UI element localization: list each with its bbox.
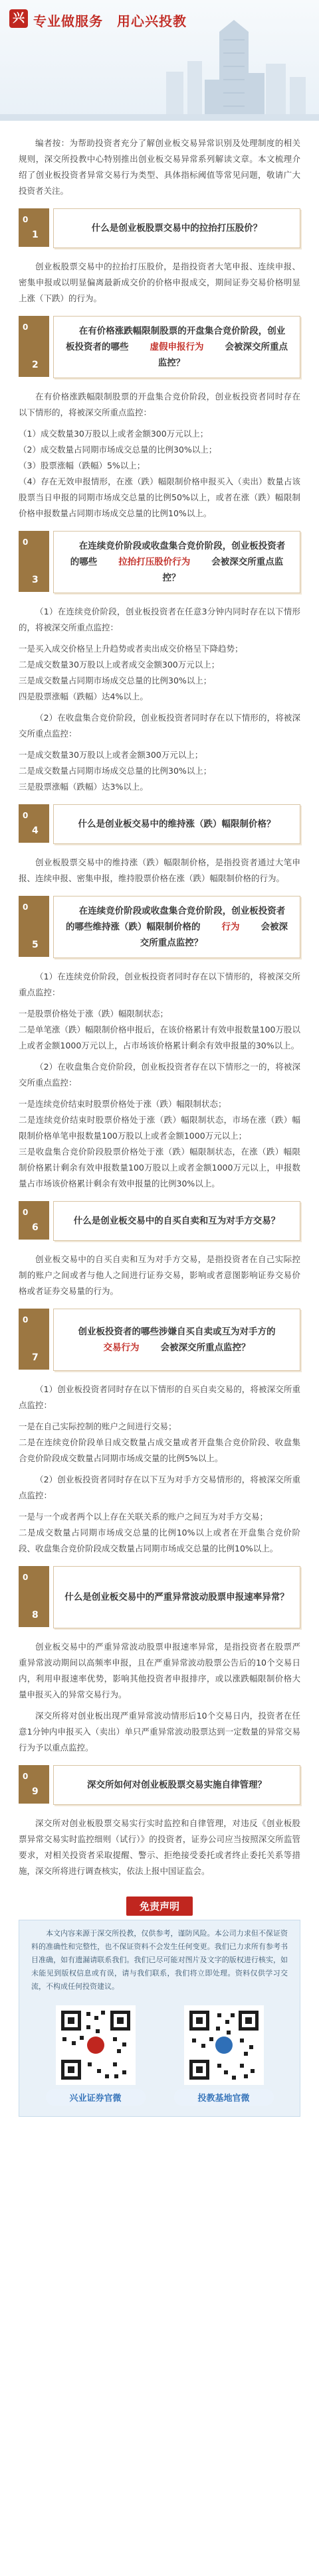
disclaimer-box (19, 1920, 300, 2117)
answer-paragraph: （1）创业板投资者同时存在以下情形的自买自卖交易的，将被深交所重点监控： (19, 1384, 300, 1410)
question-number-badge: 0 8 (19, 1566, 49, 1627)
answer-list-item: 二是成交数量30万股以上或者成交金额300万元以上； (19, 660, 220, 670)
answer-list-item: 二是单笔涨（跌）幅限制价格申报后，在该价格累计有效申报数量100万股以上或者金额1000万元以上，占市场该价格累计剩余有效申报量的30%以上。 (19, 1025, 300, 1050)
answer-paragraph: 创业板股票交易中的拉抬打压股价，是指投资者大笔申报、连续申报、密集申报或以明显偏离最新成交价的价格申报成交，期间证券交易价格明显上涨（下跌）的行为。 (19, 261, 300, 303)
qr-code-label: 投教基地官微 (174, 2089, 274, 2106)
disclaimer-section (19, 1896, 300, 2117)
answer-list-item: （4）存在无效申报情形，在涨（跌）幅限制价格申报买入（卖出）数量占该股票当日申报的同期市场成交总量的比例50%以上，或者在涨（跌）幅限制价格申报数量占同期市场成交总量的比例10%以上。 (19, 476, 300, 518)
answer-list-item: 一是股票价格处于涨（跌）幅限制状态； (19, 1009, 169, 1019)
answer-list-item: 三是成交数量占同期市场成交总量的比例30%以上； (19, 676, 212, 685)
question-text: 在连续竞价阶段或收盘集合竞价阶段，创业板投资者的哪些维持涨（跌）幅限制价格的 行为 会被深交所重点监控？ (66, 906, 288, 948)
answer-paragraph: 在有价格涨跌幅限制股票的开盘集合竞价阶段，创业板投资者同时存在以下情形的，将被深交所重点监控： (19, 392, 300, 417)
question-text: 什么是创业板交易中的自买自卖和互为对手方交易？ (73, 1216, 280, 1226)
question-card-2 (19, 316, 300, 377)
question-number-badge: 0 2 (19, 316, 49, 377)
qr-code-row (31, 2005, 288, 2106)
question-number-badge: 0 7 (19, 1309, 49, 1370)
question-text: 在有价格涨跌幅限制股票的开盘集合竞价阶段，创业板投资者的哪些 虚假申报行为 会被深交所重点监控？ (66, 326, 288, 368)
answer-paragraph: （1）在连续竞价阶段，创业板投资者在任意3分钟内同时存在以下情形的，将被深交所重点监控： (19, 607, 300, 632)
question-box (53, 208, 300, 248)
answer-list-item: 二是成交数量占同期市场成交总量的比例30%以上； (19, 766, 212, 776)
qr-code-icon[interactable] (184, 2005, 264, 2085)
answer-paragraph: （2）在收盘集合竞价阶段，创业板投资者同时存在以下情形的，将被深交所重点监控： (19, 713, 300, 739)
answer-paragraph: 创业板股票交易中的维持涨（跌）幅限制价格，是指投资者通过大笔申报、连续申报、密集申报，维持股票价格在涨（跌）幅限制价格的行为。 (19, 857, 300, 883)
answer-list-item: 一是连续竞价结束时股票价格处于涨（跌）幅限制状态； (19, 1099, 227, 1109)
question-number-badge: 0 1 (19, 208, 49, 247)
answer-list-item: 二是成交数量占同期市场成交总量的比例10%以上或者在开盘集合竞价阶段、收盘集合竞价阶段成交数量占同期市场成交总量的比例10%以上。 (19, 1528, 300, 1553)
question-card-5 (19, 896, 300, 957)
answer-list-item: 一是与一个或者两个以上存在关联关系的账户之间互为对手方交易； (19, 1512, 268, 1522)
disclaimer-title: 免责声明 (126, 1896, 193, 1916)
question-text: 在连续竞价阶段或收盘集合竞价阶段，创业板投资者的哪些 拉抬打压股价行为 会被深交所重点监控？ (70, 541, 286, 583)
question-box (53, 316, 300, 378)
question-card-8 (19, 1566, 300, 1627)
answer-paragraph: （2）在收盘集合竞价阶段，创业板投资者存在以下情形之一的，将被深交所重点监控： (19, 1062, 300, 1088)
answer-list-item: （1）成交数量30万股以上或者金额300万元以上； (19, 429, 209, 439)
question-card-7 (19, 1309, 300, 1370)
question-number-badge: 0 5 (19, 896, 49, 957)
answer-paragraph: （1）在连续竞价阶段，创业板投资者同时存在以下情形的，将被深交所重点监控： (19, 971, 300, 997)
question-text: 什么是创业板交易中的严重异常波动股票申报速率异常？ (64, 1592, 289, 1603)
brand-logo-icon: 兴 (9, 9, 28, 28)
disclaimer-text: 本文内容来源于深交所投教，仅供参考，谨防风险。本公司力求但不保证资料的准确性和完整性，也不保证资料不会发生任何变更。我们已力求所有参考书目准确，如有遗漏请联系我们。我们已尽可能对图片及文字的版权进行核实，如未能见到版权信息或有误，请与我们联系，我们将立即处理。资料仅供学习交流，不构成任何投资建议。 (31, 1929, 288, 1991)
answer-list-item: 二是连续竞价结束时股票价格处于涨（跌）幅限制状态，市场在涨（跌）幅限制价格单笔申报数量100万股以上或者金额1000万元以上； (19, 1115, 300, 1141)
answer-paragraph: 深交所将对创业板出现严重异常波动情形后10个交易日内，投资者在任意1分钟内申报买入（卖出）单只严重异常波动股票达到一定数量的异常交易行为予以重点监控。 (19, 1711, 300, 1753)
question-number-badge: 0 9 (19, 1765, 49, 1804)
answer-list-item: 一是在自己实际控制的账户之间进行交易； (19, 1421, 177, 1431)
article-content (0, 121, 319, 2117)
question-box (53, 1566, 300, 1628)
question-number-badge: 0 6 (19, 1201, 49, 1240)
answer-paragraph: 创业板交易中的严重异常波动股票申报速率异常，是指投资者在股票严重异常波动期间以高频率申报，且在严重异常波动股票公告后的10个交易日内，利用申报速率优势，影响其他投资者申报排序，或以涨跌幅限制价格大量申报买入的异常交易行为。 (19, 1642, 300, 1699)
question-card-4 (19, 804, 300, 843)
answer-paragraph: 深交所对创业板股票交易实行实时监控和自律管理，对违反《创业板股票异常交易实时监控细则（试行）》的投资者，证券公司应当按照深交所监管要求，对相关投资者采取提醒、警示、拒绝接受委托或者终止委托关系等措施，深交所将进行调查核实，依法上报中国证监会。 (19, 1818, 300, 1876)
question-box (53, 1201, 300, 1241)
answer-paragraph: 创业板交易中的自买自卖和互为对手方交易，是指投资者在自己实际控制的账户之间或者与他人之间进行证券交易，影响或者意图影响证券交易价格或者证券交易量的行为。 (19, 1254, 300, 1296)
answer-paragraph: （2）创业板投资者同时存在以下互为对手方交易情形的，将被深交所重点监控： (19, 1474, 300, 1500)
header-banner (0, 0, 319, 121)
answer-list-item: 三是收盘集合竞价阶段股票价格处于涨（跌）幅限制状态，在涨（跌）幅限制价格累计剩余有效申报数量100万股以上或者金额1000万元以上，申报数量占市场该价格累计剩余有效申报量的比例30%以上。 (19, 1147, 300, 1188)
answer-list-item: 二是在连续竞价阶段单日成交数量占成交量或者开盘集合竞价阶段、收盘集合竞价阶段成交数量占同期市场成交量的比例5%以上。 (19, 1437, 300, 1463)
question-card-3 (19, 531, 300, 592)
question-text: 什么是创业板股票交易中的拉抬打压股价？ (91, 223, 263, 234)
question-box (53, 804, 300, 844)
qr-code-label: 兴业证券官微 (46, 2089, 146, 2106)
question-card-1 (19, 208, 300, 247)
answer-list-item: （3）股票涨幅（跌幅）5%以上； (19, 461, 146, 470)
question-box (53, 531, 300, 593)
qr-code-card[interactable] (46, 2005, 146, 2106)
question-text: 什么是创业板交易中的维持涨（跌）幅限制价格？ (78, 819, 276, 829)
answer-list-item: （2）成交数量占同期市场成交总量的比例30%以上； (19, 445, 217, 455)
question-card-6 (19, 1201, 300, 1240)
answer-list-item: 四是股票涨幅（跌幅）达4%以上。 (19, 691, 148, 701)
question-text: 创业板投资者的哪些涉嫌自买自卖或互为对手方的交易行为 会被深交所重点监控？ (78, 1326, 276, 1353)
question-number-badge: 0 3 (19, 531, 49, 592)
question-card-9 (19, 1765, 300, 1804)
qr-code-card[interactable] (174, 2005, 274, 2106)
question-box (53, 896, 300, 958)
qr-code-icon[interactable] (56, 2005, 136, 2085)
question-box (53, 1309, 300, 1371)
answer-list-item: 一是买入成交价格呈上升趋势或者卖出成交价格呈下降趋势； (19, 644, 243, 654)
question-box (53, 1765, 300, 1805)
answer-list-item: 三是股票涨幅（跌幅）达3%以上。 (19, 782, 148, 792)
intro-text: 编者按：为帮助投资者充分了解创业板交易异常识别及处理制度的相关规则，深交所投教中心特别推出创业板交易异常系列解读文章。本文梳理介绍了创业板投资者异常交易行为类型、具体指标阈值等常见问题，敬请广大投资者关注。 (19, 138, 300, 196)
header-slogan: 专业做服务 用心兴投教 (33, 13, 187, 29)
question-text: 深交所如何对创业板股票交易实施自律管理？ (87, 1780, 266, 1790)
answer-list-item: 一是成交数量30万股以上或者金额300万元以上； (19, 750, 203, 760)
question-number-badge: 0 4 (19, 804, 49, 843)
